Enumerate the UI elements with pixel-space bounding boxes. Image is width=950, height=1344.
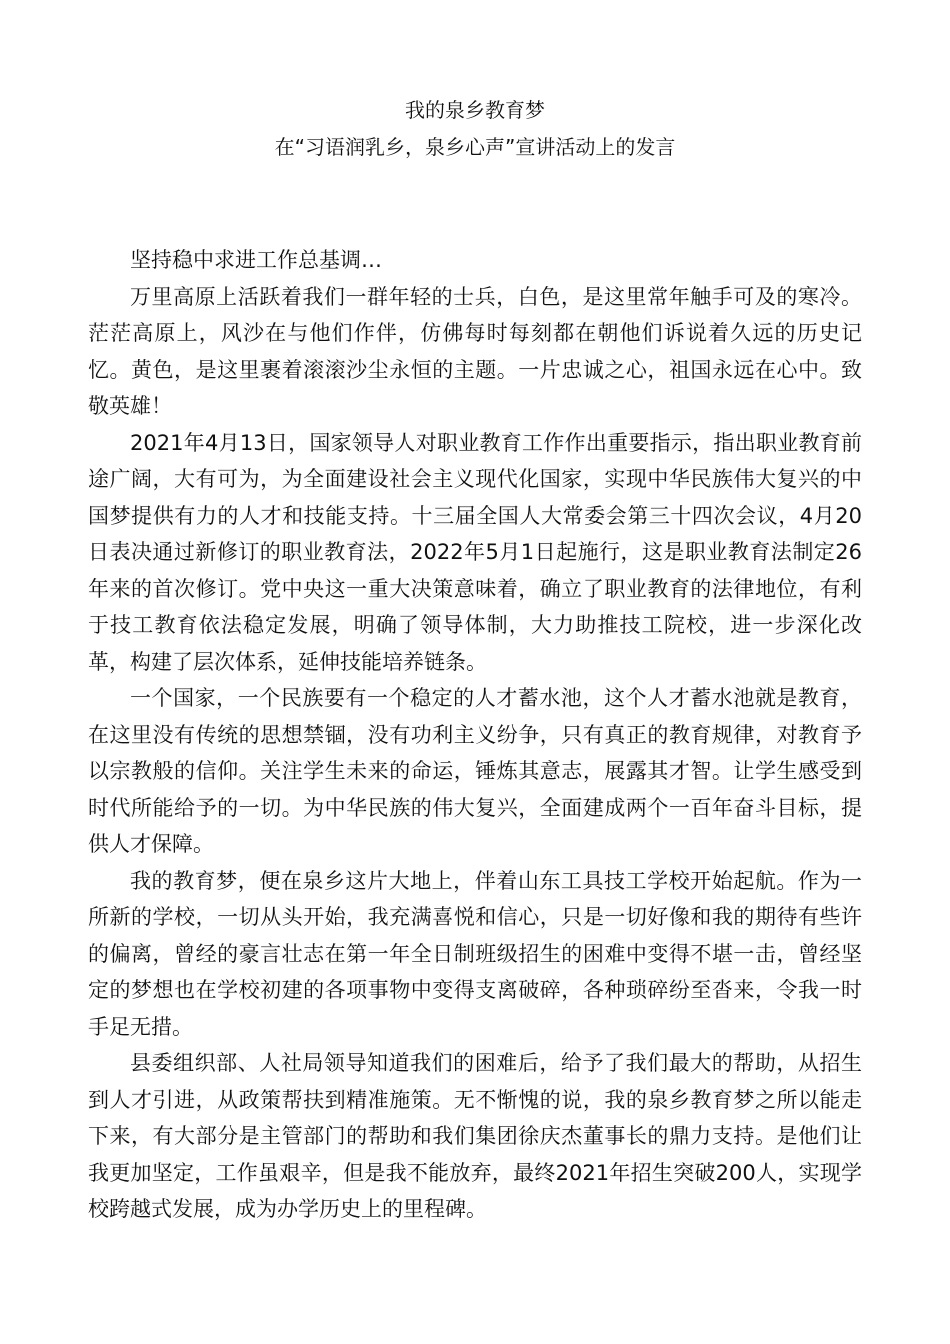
document-body <box>88 242 862 1228</box>
paragraph-support: 县委组织部、人社局领导知道我们的困难后，给予了我们最大的帮助，从招生到人才引进，从政策帮扶到精准施策。无不惭愧的说，我的泉乡教育梦之所以能走下来，有大部分是主管部门的帮助和我们集团徐庆杰董事长的鼎力支持。是他们让我更加坚定，工作虽艰辛，但是我不能放弃，最终2021年招生突破200人，实现学校跨越式发展，成为办学历史上的里程碑。 <box>88 1051 862 1221</box>
document-header <box>0 96 950 161</box>
paragraph-plateau-soldiers: 万里高原上活跃着我们一群年轻的士兵，白色，是这里常年触手可及的寒冷。茫茫高原上，风沙在与他们作伴，仿佛每时每刻都在朝他们诉说着久远的历史记忆。黄色，是这里裹着滚滚沙尘永恒的主题。一片忠诚之心，祖国永远在心中。致敬英雄！ <box>88 284 862 418</box>
paragraph-vocational-law: 2021年4月13日，国家领导人对职业教育工作作出重要指示，指出职业教育前途广阔，大有可为，为全面建设社会主义现代化国家，实现中华民族伟大复兴的中国梦提供有力的人才和技能支持。十三届全国人大常委会第三十四次会议，4月20日表决通过新修订的职业教育法，2022年5月1日起施行，这是职业教育法制定26年来的首次修订。党中央这一重大决策意味着，确立了职业教育的法律地位，有利于技工教育依法稳定发展，明确了领导体制，大力助推技工院校，进一步深化改革，构建了层次体系，延伸技能培养链条。 <box>88 430 862 674</box>
document-title: 我的泉乡教育梦 <box>405 98 545 122</box>
paragraph-education-dream: 我的教育梦，便在泉乡这片大地上，伴着山东工具技工学校开始起航。作为一所新的学校，一切从头开始，我充满喜悦和信心，只是一切好像和我的期待有些许的偏离，曾经的豪言壮志在第一年全日制班级招生的困难中变得不堪一击，曾经坚定的梦想也在学校初建的各项事物中变得支离破碎，各种琐碎纷至沓来，令我一时手足无措。 <box>88 868 862 1039</box>
paragraph-intro: 坚持稳中求进工作总基调… <box>130 248 382 272</box>
paragraph-talent-reservoir: 一个国家，一个民族要有一个稳定的人才蓄水池，这个人才蓄水池就是教育，在这里没有传统的思想禁锢，没有功利主义纷争，只有真正的教育规律，对教育予以宗教般的信仰。关注学生未来的命运，锤炼其意志，展露其才智。让学生感受到时代所能给予的一切。为中华民族的伟大复兴，全面建成两个一百年奋斗目标，提供人才保障。 <box>88 686 862 856</box>
document-subtitle: 在“习语润乳乡，泉乡心声”宣讲活动上的发言 <box>274 135 676 159</box>
